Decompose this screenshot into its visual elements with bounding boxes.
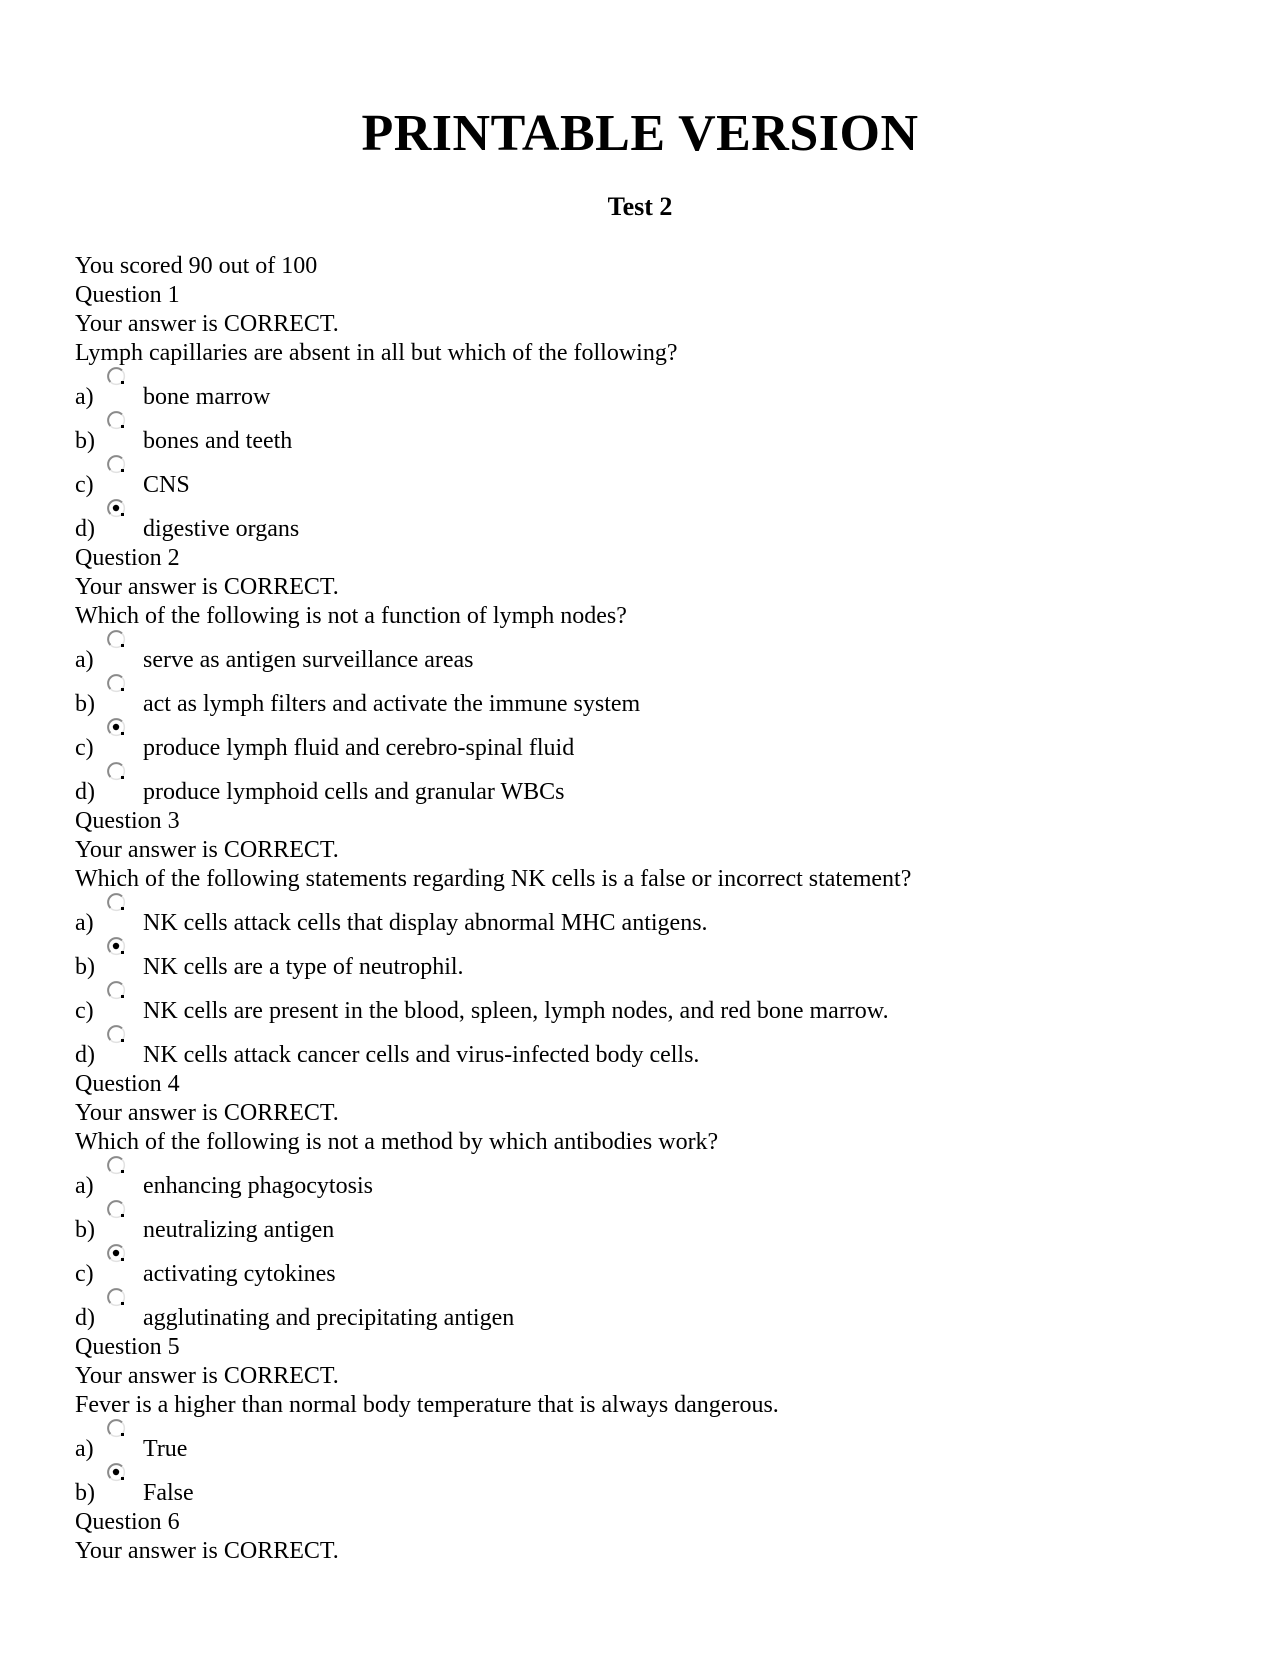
answer-option [75, 1026, 1225, 1070]
radio-selected-icon[interactable] [105, 497, 127, 519]
question-prompt: Which of the following is not a method by which antibodies work? [75, 1129, 719, 1155]
option-letter: b) [75, 1480, 95, 1506]
option-letter: d) [75, 516, 95, 542]
question-block [75, 544, 1225, 807]
answer-option [75, 719, 1225, 763]
question-label: Question 6 [75, 1509, 180, 1535]
radio-empty-icon[interactable] [105, 453, 127, 475]
answer-option [75, 631, 1225, 675]
option-letter: d) [75, 1042, 95, 1068]
question-block [75, 1070, 1225, 1333]
option-text: NK cells are a type of neutrophil. [143, 954, 464, 980]
option-letter: b) [75, 428, 95, 454]
score-text: You scored 90 out of 100 [75, 253, 318, 279]
option-text: activating cytokines [143, 1261, 336, 1287]
answer-option [75, 1289, 1225, 1333]
radio-selected-icon[interactable] [105, 716, 127, 738]
answer-result: Your answer is CORRECT. [75, 1363, 339, 1389]
answer-result: Your answer is CORRECT. [75, 1538, 339, 1564]
radio-empty-icon[interactable] [105, 672, 127, 694]
answer-option [75, 1420, 1225, 1464]
test-subtitle: Test 2 [607, 192, 673, 221]
question-label: Question 5 [75, 1334, 180, 1360]
answer-option [75, 938, 1225, 982]
question-block [75, 1333, 1225, 1508]
question-block [75, 1508, 1225, 1566]
answer-result: Your answer is CORRECT. [75, 311, 339, 337]
answer-option [75, 412, 1225, 456]
option-letter: a) [75, 647, 94, 673]
question-prompt: Lymph capillaries are absent in all but which of the following? [75, 340, 678, 366]
answer-option [75, 1201, 1225, 1245]
option-letter: a) [75, 1436, 94, 1462]
option-letter: b) [75, 1217, 95, 1243]
option-text: True [143, 1436, 188, 1462]
option-letter: b) [75, 691, 95, 717]
answer-option [75, 763, 1225, 807]
radio-empty-icon[interactable] [105, 365, 127, 387]
option-text: CNS [143, 472, 190, 498]
option-letter: c) [75, 1261, 94, 1287]
radio-empty-icon[interactable] [105, 628, 127, 650]
radio-empty-icon[interactable] [105, 979, 127, 1001]
question-prompt: Fever is a higher than normal body temperature that is always dangerous. [75, 1392, 779, 1418]
radio-empty-icon[interactable] [105, 1286, 127, 1308]
answer-option [75, 1464, 1225, 1508]
radio-selected-icon[interactable] [105, 1242, 127, 1264]
radio-empty-icon[interactable] [105, 409, 127, 431]
option-text: enhancing phagocytosis [143, 1173, 373, 1199]
option-letter: a) [75, 910, 94, 936]
option-text: neutralizing antigen [143, 1217, 335, 1243]
radio-selected-icon[interactable] [105, 935, 127, 957]
option-text: bones and teeth [143, 428, 293, 454]
option-letter: a) [75, 1173, 94, 1199]
answer-result: Your answer is CORRECT. [75, 574, 339, 600]
option-text: digestive organs [143, 516, 300, 542]
option-text: produce lymphoid cells and granular WBCs [143, 779, 565, 805]
question-label: Question 4 [75, 1071, 180, 1097]
option-letter: a) [75, 384, 94, 410]
radio-empty-icon[interactable] [105, 891, 127, 913]
option-letter: b) [75, 954, 95, 980]
radio-empty-icon[interactable] [105, 760, 127, 782]
page-title: PRINTABLE VERSION [361, 105, 919, 162]
answer-option [75, 500, 1225, 544]
option-text: agglutinating and precipitating antigen [143, 1305, 515, 1331]
option-letter: c) [75, 735, 94, 761]
option-text: produce lymph fluid and cerebro-spinal fluid [143, 735, 575, 761]
radio-empty-icon[interactable] [105, 1198, 127, 1220]
question-prompt: Which of the following is not a function of lymph nodes? [75, 603, 627, 629]
answer-option [75, 982, 1225, 1026]
radio-empty-icon[interactable] [105, 1023, 127, 1045]
radio-selected-icon[interactable] [105, 1461, 127, 1483]
option-text: NK cells attack cancer cells and virus-infected body cells. [143, 1042, 700, 1068]
question-block [75, 281, 1225, 544]
option-text: NK cells attack cells that display abnormal MHC antigens. [143, 910, 708, 936]
answer-option [75, 894, 1225, 938]
option-letter: c) [75, 998, 94, 1024]
option-letter: d) [75, 1305, 95, 1331]
question-list [75, 281, 1225, 1566]
option-letter: d) [75, 779, 95, 805]
radio-empty-icon[interactable] [105, 1154, 127, 1176]
answer-result: Your answer is CORRECT. [75, 1100, 339, 1126]
answer-result: Your answer is CORRECT. [75, 837, 339, 863]
option-text: serve as antigen surveillance areas [143, 647, 474, 673]
answer-option [75, 456, 1225, 500]
option-text: NK cells are present in the blood, spleen, lymph nodes, and red bone marrow. [143, 998, 889, 1024]
answer-option [75, 1157, 1225, 1201]
question-label: Question 2 [75, 545, 180, 571]
option-text: bone marrow [143, 384, 271, 410]
option-text: act as lymph filters and activate the immune system [143, 691, 641, 717]
radio-empty-icon[interactable] [105, 1417, 127, 1439]
question-label: Question 1 [75, 282, 180, 308]
option-text: False [143, 1480, 194, 1506]
option-letter: c) [75, 472, 94, 498]
answer-option [75, 1245, 1225, 1289]
question-label: Question 3 [75, 808, 180, 834]
answer-option [75, 675, 1225, 719]
quiz-results [75, 252, 1225, 1566]
question-block [75, 807, 1225, 1070]
answer-option [75, 368, 1225, 412]
question-prompt: Which of the following statements regarding NK cells is a false or incorrect statement? [75, 866, 912, 892]
